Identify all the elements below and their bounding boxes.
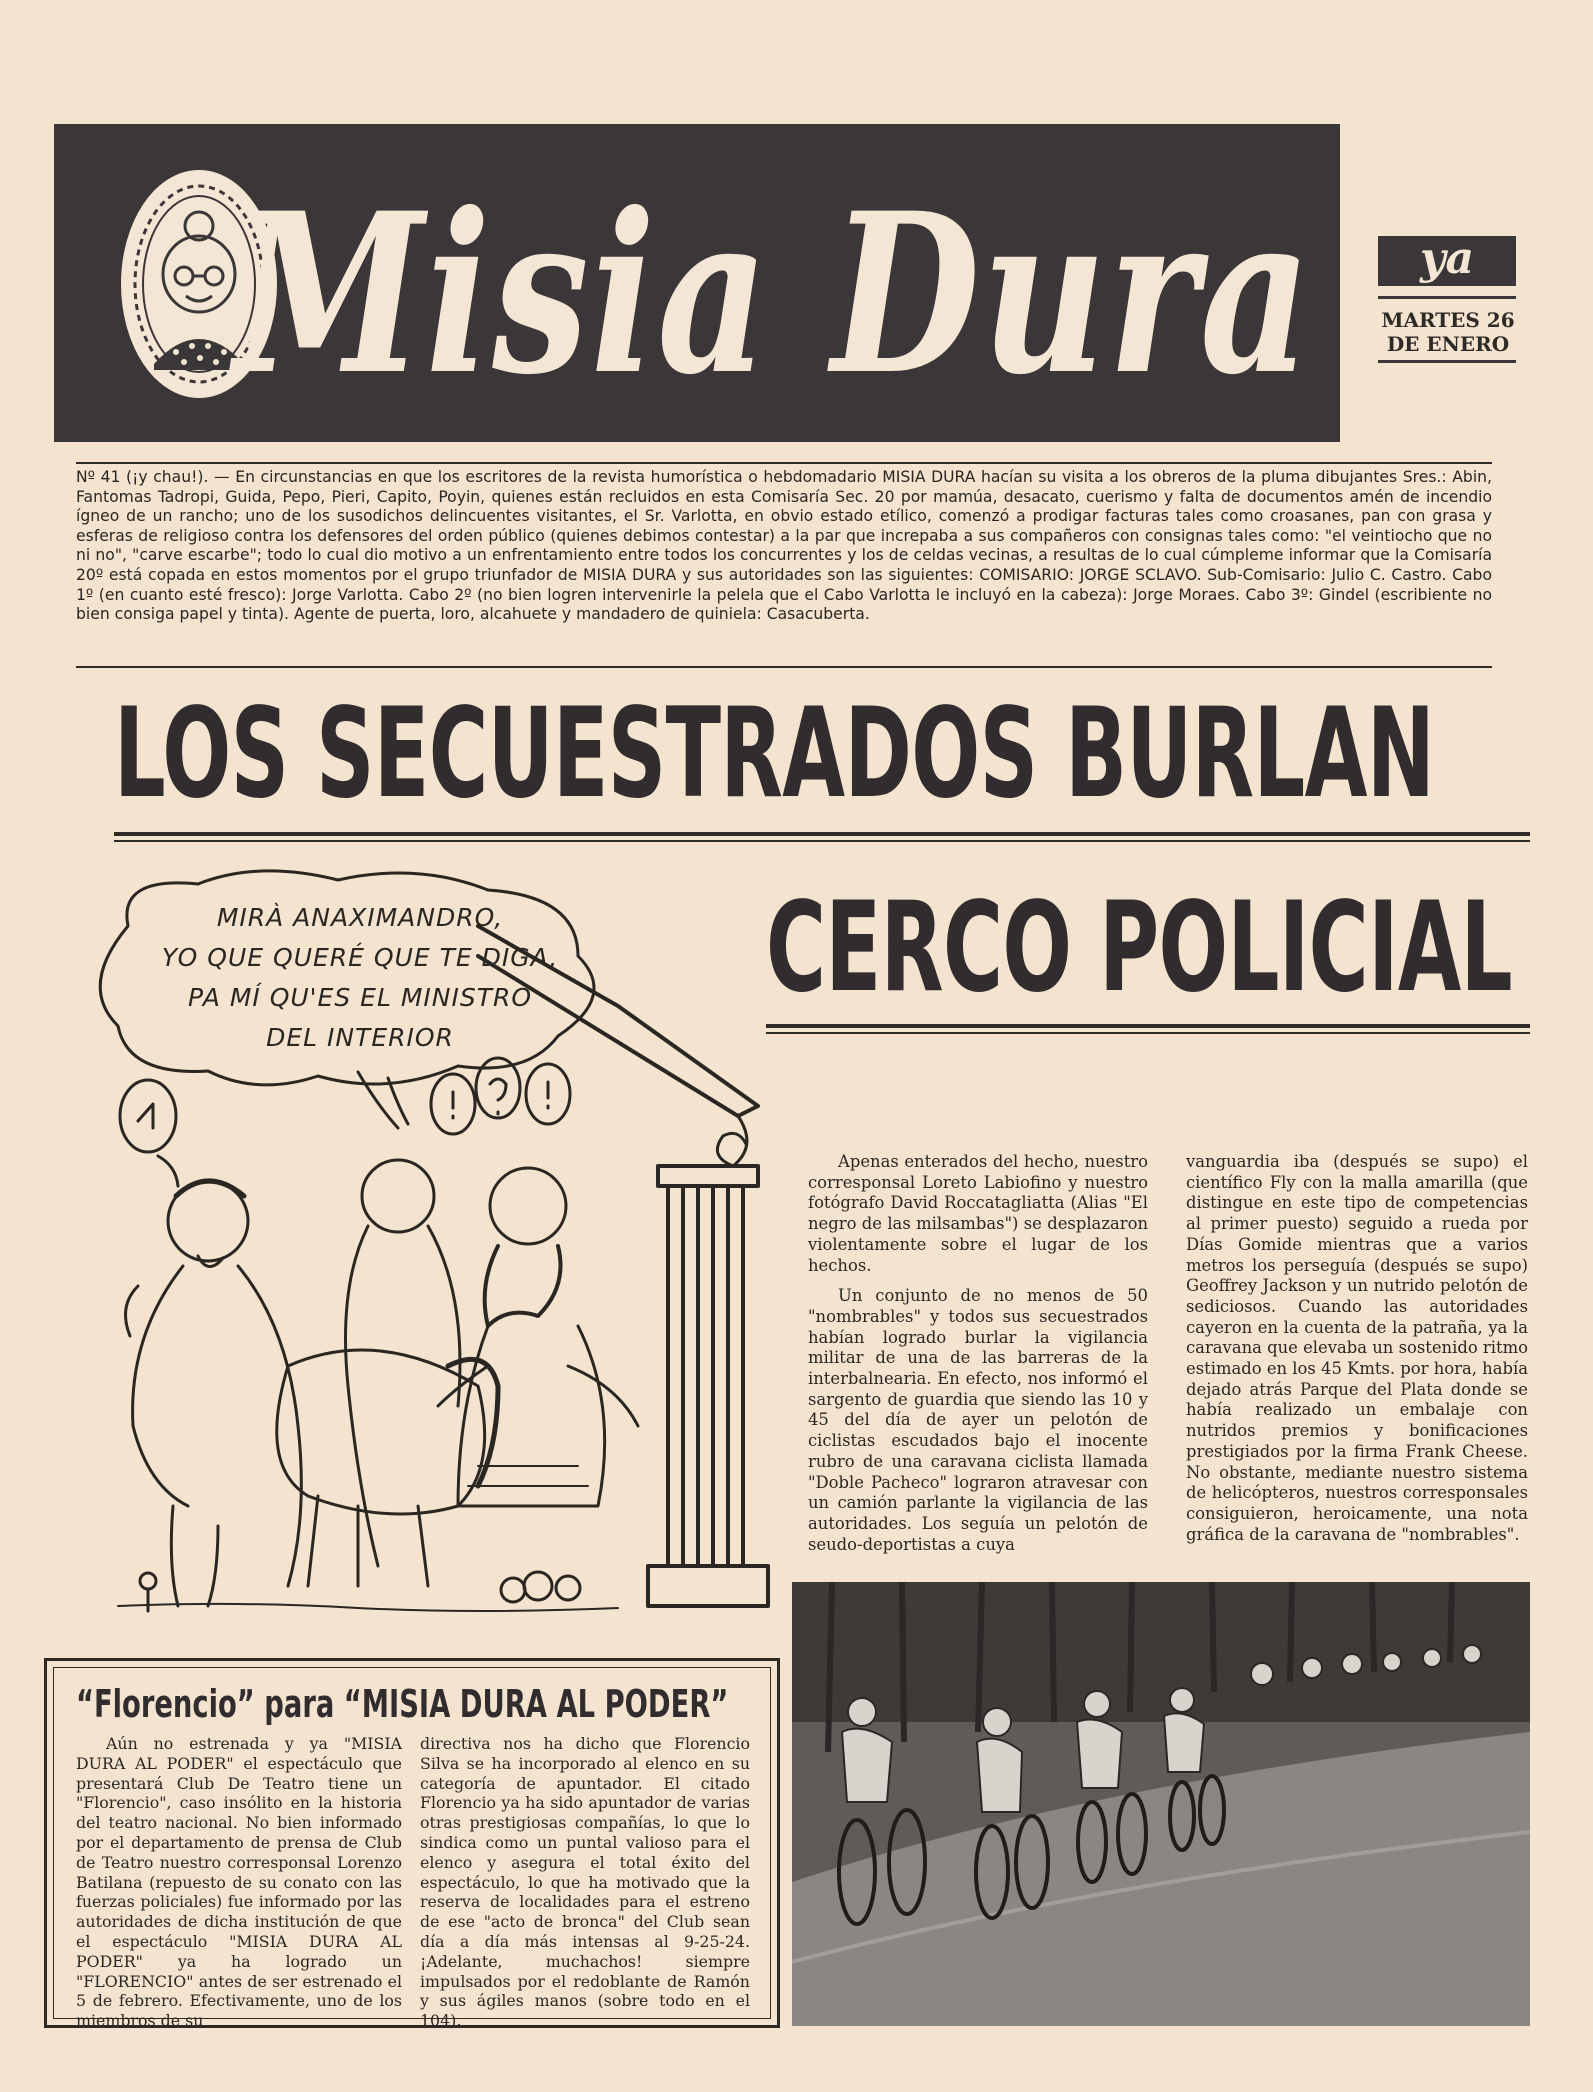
florencio-paragraph-2: directiva nos ha dicho que Florencio Silva se ha incorporado al elenco en su categoría de apuntador. El citado Florencio ya ha sido apuntador de varias otras prestigiosas compañías, lo que lo sindica como un puntal valioso para el elenco y asegura el total éxito del espectáculo, lo que ha motivado que la reserva de localidades para el estreno de ese "acto de bronca" del Club sean día a día más intensas al 9-25-24. ¡Adelante, muchachos! siempre impulsados por el redoblante de Ramón y sus ágiles manos (sobre todo en el 104). bbox=[420, 1734, 750, 2031]
headline-line-1: LOS SECUESTRADOS BURLAN bbox=[114, 682, 1435, 826]
figure-middle-head bbox=[362, 1160, 434, 1232]
florencio-inner-frame bbox=[53, 1667, 771, 2031]
headline-rule-1a bbox=[114, 832, 1530, 836]
cyclists-photo bbox=[792, 1582, 1530, 2026]
article-column-2 bbox=[1186, 1152, 1528, 1545]
speech-line-3: PA MÍ QU'ES EL MINISTRO bbox=[187, 983, 533, 1012]
headline-rule-1b bbox=[114, 840, 1530, 842]
staff-box-text: Nº 41 (¡y chau!). — En circunstancias en que los escritores de la revista humorística o hebdomadario MISIA DURA hacían su visita a los obreros de la pluma dibujantes Sres.: Abin, Fantomas Tadropi, Guida, Pepo, Pieri, Capito, Poyin, quienes están recluidos en esta Comisaría Sec. 20 por mamúa, desacato, cuerismo y falta de documentos amén de incendio ígneo de un rancho; uno de los susodichos delincuentes visitantes, el Sr. Varlotta, en obvio estado etílico, comenzó a prodigar facturas tales como croasanes, pan con grasa y esferas de religioso contra los defensores del orden público (quienes debimos contestar) a la par que increpaba a sus compañeros con consignas tales como: "el veintiocho que no ni no", "carve escarbe"; todo lo cual dio motivo a un enfrentamiento entre todos los concurrentes y los de celdas vecinas, a resultas de lo cual cúmpleme informar que la Comisaría 20º está copada en estos momentos por el grupo triunfador de MISIA DURA y sus autoridades son las siguientes: COMISARIO: JORGE SCLAVO. Sub-Comisario: Julio C. Castro. Cabo 1º (en cuanto esté fresco): Jorge Varlotta. Cabo 2º (no bien logren intervenirle la pelela que el Cabo Varlotta le incluyó en la cabeza): Jorge Moraes. Cabo 3º: Gindel (escribiente no bien consiga papel y tinta). Agente de puerta, loro, alcahuete y mandadero de quiniela: Casacuberta. bbox=[76, 468, 1492, 624]
ya-badge: ya bbox=[1378, 236, 1516, 286]
florencio-boxed-article bbox=[44, 1658, 780, 2031]
flower-icon bbox=[140, 1573, 156, 1589]
florencio-paragraph-1: Aún no estrenada y ya "MISIA DURA AL PODER" el espectáculo que presentará Club De Teatro tiene un "Florencio", caso insólito en la historia del teatro nacional. No bien informado por el departamento de prensa de Club de Teatro nuestro corresponsal Lorenzo Batilana (repuesto de su conato con las fuerzas policiales) fue informado por las autoridades de dicha institución de que el espectáculo "MISIA DURA AL PODER" ya ha logrado un "FLORENCIO" antes de ser estrenado el 5 de febrero. Efectivamente, uno de los miembros de su bbox=[76, 1734, 402, 2031]
florencio-column-2 bbox=[420, 1734, 750, 2031]
speech-line-1: MIRÀ ANAXIMANDRO, bbox=[216, 903, 504, 932]
florencio-headline: “Florencio” para “MISIA DURA AL PODER” bbox=[76, 1682, 729, 1726]
florencio-column-1 bbox=[76, 1734, 402, 2031]
article-paragraph: vanguardia iba (después se supo) el científico Fly con la malla amarilla (que distingue en este tipo de competencias al primer puesto) seguido a rueda por Días Gomide mientras que a varios metros los perseguía (después se supo) Geoffrey Jackson y un nutrido pelotón de sediciosos. Cuando las autoridades cayeron en la cuenta de la patraña, ya la caravana que elevaba un sostenido ritmo estimado en los 45 Kmts. por hora, había dejado atrás Parque del Plata donde se había realizado un embalaje con nutridos premios y bonificaciones prestigiados por la firma Frank Cheese. No obstante, mediante nuestro sistema de helicópteros, nuestros corresponsales consiguieron, heroicamente, una nota gráfica de la caravana de "nombrables". bbox=[1186, 1152, 1528, 1544]
staff-rule-bottom bbox=[76, 666, 1492, 668]
article-paragraph: Un conjunto de no menos de 50 "nombrables" y todos sus secuestrados habían logrado burlar la vigilancia militar de una de las barreras de la interbalnearia. En efecto, nos informó el sargento de guardia que siendo las 10 y 45 del día de ayer un pelotón de ciclistas escudados bajo el inocente rubro de una caravana ciclista llamada "Doble Pacheco" lograron atravesar con un camión parlante la vigilancia de las autoridades. Los seguía un pelotón de seudo-deportistas a cuya bbox=[808, 1286, 1148, 1554]
date-rule-top bbox=[1378, 296, 1516, 299]
issue-date-day: MARTES 26 bbox=[1381, 308, 1515, 332]
masthead-banner bbox=[54, 124, 1340, 442]
issue-date bbox=[1378, 308, 1518, 356]
staff-rule-top bbox=[76, 462, 1492, 464]
issue-date-month: DE ENERO bbox=[1386, 332, 1510, 356]
article-column-1 bbox=[808, 1152, 1148, 1555]
article-paragraph: Apenas enterados del hecho, nuestro corresponsal Loreto Labiofino y nuestro fotógrafo David Roccatagliatta (Alias "El negro de las milsambas") se desplazaron violentamente sobre el lugar de los hechos. bbox=[808, 1152, 1148, 1275]
speech-line-2: YO QUE QUERÉ QUE TE DIGA, bbox=[161, 943, 559, 972]
newspaper-title: Misia Dura bbox=[234, 164, 1313, 423]
headline-rule-2b bbox=[766, 1032, 1530, 1034]
temple-column bbox=[658, 1166, 758, 1186]
headline-line-2: CERCO POLICIAL bbox=[766, 876, 1513, 1020]
horse-body bbox=[277, 1350, 485, 1514]
headline-rule-2a bbox=[766, 1024, 1530, 1028]
date-rule-bottom bbox=[1378, 360, 1516, 363]
figure-right-head bbox=[490, 1168, 566, 1244]
speech-bubble-text bbox=[140, 898, 580, 1058]
speech-line-4: DEL INTERIOR bbox=[266, 1023, 454, 1052]
